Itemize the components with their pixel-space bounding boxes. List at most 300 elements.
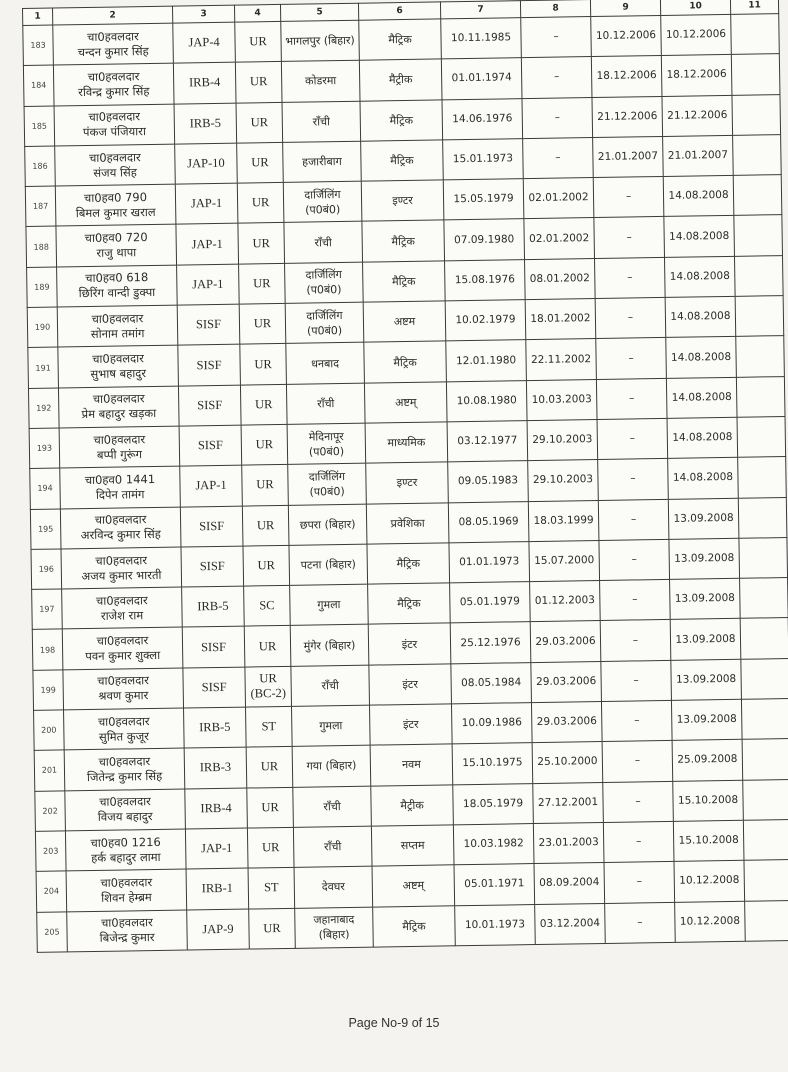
remarks-cell [731,14,780,55]
rank-label: चा0हव0 1216 [90,834,161,850]
birth-date-cell: 05.01.1971 [454,864,535,906]
birth-date-cell: 01.01.1974 [441,58,522,100]
education-cell: इण्टर [361,180,444,222]
birth-date-cell: 15.01.1973 [443,139,524,181]
person-name: बप्पी गुरूंग [96,446,143,462]
date-col8-cell: 29.10.2003 [527,419,598,460]
serial-number-cell: 189 [27,267,58,308]
serial-number-cell: 198 [32,629,63,670]
education-cell: मैट्रिक [361,140,444,182]
column-header-9: 9 [590,0,660,17]
date-col9-cell: – [593,177,664,218]
date-col10-cell: 14.08.2008 [667,417,738,458]
unit-cell: JAP-1 [176,224,239,265]
person-name: राजु थापा [96,245,137,260]
remarks-cell [740,618,788,659]
rank-label: चा0हवलदार [96,633,149,648]
date-col10-cell: 13.09.2008 [671,659,742,700]
remarks-cell [738,497,787,538]
person-name: सोनाम तमांग [90,325,145,341]
rank-label: चा0हवलदार [94,512,147,528]
serial-number-cell: 203 [35,831,66,872]
date-col8-cell: 22.11.2002 [526,339,597,380]
date-col9-cell: – [596,378,667,419]
date-col10-cell: 13.09.2008 [668,498,739,539]
name-cell [60,507,181,549]
date-col9-cell: – [601,700,672,741]
date-col10-cell: 13.09.2008 [669,538,740,579]
person-name: शिवन हेम्ब्रम [101,889,152,905]
home-district-cell: राँची [282,101,361,143]
date-col9-cell: – [594,217,665,258]
education-cell: नवम [370,744,453,786]
person-name: अरविन्द कुमार सिंह [80,527,161,543]
rank-label: चा0हवलदार [98,754,151,769]
date-col8-cell: 18.03.1999 [528,500,599,541]
column-header-1: 1 [23,8,53,25]
date-col9-cell: – [603,781,674,822]
serial-number-cell: 185 [24,106,55,147]
name-cell [63,668,184,710]
remarks-cell [733,134,782,175]
person-name: हर्क बहादुर लामा [91,849,161,865]
category-cell: UR [242,505,289,546]
name-cell [66,869,187,911]
date-col9-cell: – [598,459,669,500]
person-name: प्रेम बहादुर खड़का [81,406,157,422]
person-name: श्रवण कुमार [98,688,149,704]
personnel-table [22,0,788,953]
home-district-cell: दार्जिलिंग (प0बं0) [285,262,364,304]
rank-label: चा0हवलदार [95,592,148,608]
date-col9-cell: – [600,620,671,661]
date-col9-cell: – [601,660,672,701]
category-cell: UR [236,102,283,143]
date-col9-cell: – [600,580,671,621]
date-col10-cell: 14.08.2008 [665,296,736,337]
education-cell: मैट्रिक [373,905,456,947]
date-col9-cell: – [604,862,675,903]
remarks-cell [737,417,786,458]
remarks-cell [740,578,788,619]
rank-label: चा0हवलदार [91,310,144,326]
date-col8-cell: 08.09.2004 [534,863,605,904]
name-cell [55,144,176,186]
remarks-cell [741,658,788,699]
home-district-cell: राँची [286,383,365,425]
column-header-4: 4 [234,4,280,22]
date-col8-cell: 18.01.2002 [525,299,596,340]
person-name: अजय कुमार भारती [81,567,162,583]
name-cell [59,426,180,468]
home-district-cell: भागलपुर (बिहार) [281,20,360,62]
date-col8-cell: 27.12.2001 [533,782,604,823]
home-district-cell: छपरा (बिहार) [288,504,367,546]
birth-date-cell: 10.01.1973 [455,904,536,946]
document-sheet [22,0,788,998]
date-col8-cell: – [522,97,593,138]
category-cell: UR [235,21,282,62]
column-header-11: 11 [730,0,778,14]
category-cell: UR [241,424,288,465]
rank-label: चा0हव0 1441 [84,471,156,487]
home-district-cell: मेदिनापूर (प0बं0) [287,423,366,465]
category-cell: UR [239,303,286,344]
date-col8-cell: 02.01.2002 [524,218,595,259]
category-cell: UR [244,626,291,667]
rank-label: चा0हवलदार [97,673,150,689]
date-col8-cell: 10.03.2003 [526,379,597,420]
birth-date-cell: 10.11.1985 [441,18,522,60]
serial-number-cell: 186 [25,146,56,187]
date-col10-cell: 10.12.2008 [675,901,746,942]
date-col10-cell: 14.08.2008 [664,256,735,297]
date-col8-cell: – [523,137,594,178]
unit-cell: SISF [179,425,242,466]
unit-cell: IRB-5 [174,103,237,144]
birth-date-cell: 03.12.1977 [447,421,528,463]
education-cell: मैट्रिक [360,100,443,142]
unit-cell: IRB-1 [186,868,249,909]
column-header-5: 5 [280,3,358,21]
education-cell: माध्यमिक [365,422,448,464]
date-col10-cell: 10.12.2006 [661,14,732,55]
unit-cell: JAP-1 [180,465,243,506]
home-district-cell: राँची [291,665,370,707]
serial-number-cell: 195 [30,509,61,550]
date-col10-cell: 21.01.2007 [663,135,734,176]
serial-number-cell: 199 [33,670,64,711]
name-cell [67,910,188,952]
date-col10-cell: 14.08.2008 [666,377,737,418]
education-cell: मैट्रिक [367,543,450,585]
birth-date-cell: 14.06.1976 [442,98,523,140]
birth-date-cell: 10.03.1982 [453,824,534,866]
date-col9-cell: 21.01.2007 [593,136,664,177]
remarks-cell [743,779,788,820]
birth-date-cell: 15.10.1975 [452,743,533,785]
date-col9-cell: 18.12.2006 [591,56,662,97]
date-col8-cell: – [521,17,592,58]
rank-label: चा0हव0 720 [84,230,148,246]
serial-number-cell: 197 [32,589,63,630]
unit-cell: SISF [183,667,246,708]
date-col9-cell: – [605,902,676,943]
person-name: छिरिंग वान्दी डुक्पा [78,285,156,301]
date-col8-cell: 25.10.2000 [532,742,603,783]
remarks-cell [741,699,788,740]
serial-number-cell: 184 [23,65,54,106]
remarks-cell [744,860,788,901]
rank-label: चा0हवलदार [100,915,153,931]
home-district-cell: दार्जिलिंग (प0बं0) [283,181,362,223]
education-cell: इण्टर [366,462,449,504]
category-cell: SC [244,586,291,627]
serial-number-cell: 192 [28,388,59,429]
name-cell [61,547,182,589]
name-cell [65,829,186,871]
remarks-cell [736,336,785,377]
remarks-cell [734,255,783,296]
birth-date-cell: 08.05.1984 [451,662,532,704]
birth-date-cell: 01.01.1973 [449,541,530,583]
education-cell: अष्टम् [364,382,447,424]
education-cell: इंटर [368,623,451,665]
unit-cell: JAP-4 [173,22,236,63]
serial-number-cell: 191 [28,347,59,388]
name-cell [60,466,181,508]
category-cell: UR [240,384,287,425]
column-header-2: 2 [53,6,173,25]
person-name: पवन कुमार शुक्ला [85,648,161,664]
home-district-cell: दार्जिलिंग (प0बं0) [285,302,364,344]
unit-cell: SISF [181,546,244,587]
name-cell [58,386,179,428]
rank-label: चा0हवलदार [88,149,141,165]
date-col10-cell: 14.08.2008 [668,458,739,499]
category-cell: ST [246,706,293,747]
date-col10-cell: 15.10.2008 [673,820,744,861]
name-cell [55,184,176,226]
education-cell: मैट्रीक [371,784,454,826]
person-name: संजय सिंह [93,164,137,180]
date-col9-cell: – [602,741,673,782]
education-cell: अष्टम् [372,865,455,907]
remarks-cell [733,175,782,216]
category-cell: UR [239,263,286,304]
name-cell [57,305,178,347]
remarks-cell [731,54,780,95]
serial-number-cell: 183 [23,25,54,66]
column-header-3: 3 [172,5,234,23]
date-col9-cell: – [603,821,674,862]
column-header-10: 10 [660,0,730,15]
date-col8-cell: 29.03.2006 [530,621,601,662]
education-cell: अष्टम [363,301,446,343]
date-col8-cell: 29.10.2003 [528,460,599,501]
date-col9-cell: – [595,257,666,298]
name-cell [64,748,185,790]
date-col9-cell: – [598,499,669,540]
serial-number-cell: 187 [25,186,56,227]
birth-date-cell: 05.01.1979 [450,582,531,624]
person-name: बिमल कुमार खराल [75,204,156,221]
birth-date-cell: 15.08.1976 [445,259,526,301]
name-cell [56,225,177,267]
name-cell [57,265,178,307]
date-col8-cell: 08.01.2002 [525,258,596,299]
rank-label: चा0हवलदार [100,874,153,890]
birth-date-cell: 12.01.1980 [446,340,527,382]
person-name: दिपेन तामंग [95,487,145,502]
person-name: चन्दन कुमार सिंह [77,43,149,59]
remarks-cell [736,376,785,417]
birth-date-cell: 10.08.1980 [446,380,527,422]
person-name: पंकज पंजियारा [82,124,147,140]
rank-label: चा0हवलदार [99,794,151,810]
remarks-cell [738,457,787,498]
date-col8-cell: 15.07.2000 [529,540,600,581]
category-cell: UR [243,545,290,586]
date-col10-cell: 15.10.2008 [673,780,744,821]
home-district-cell: राँची [284,222,363,264]
birth-date-cell: 10.09.1986 [451,703,532,745]
home-district-cell: जहानाबाद (बिहार) [295,907,374,949]
remarks-cell [739,537,788,578]
education-cell: प्रवेशिका [366,502,449,544]
date-col10-cell: 21.12.2006 [662,95,733,136]
birth-date-cell: 18.05.1979 [453,783,534,825]
date-col8-cell: 02.01.2002 [523,178,594,219]
person-name: सुभाष बहादुर [90,366,147,381]
date-col9-cell: – [597,418,668,459]
home-district-cell: गुमला [292,705,371,747]
rank-label: चा0हवलदार [93,431,146,447]
category-cell: UR [235,62,282,103]
home-district-cell: राँची [293,826,372,868]
category-cell: UR [237,183,284,224]
column-header-7: 7 [440,1,520,19]
name-cell [62,587,183,629]
date-col10-cell: 14.08.2008 [663,176,734,217]
unit-cell: JAP-1 [175,183,238,224]
category-cell: UR [240,344,287,385]
unit-cell: IRB-5 [182,586,245,627]
education-cell: मैट्रिक [359,19,442,61]
column-header-6: 6 [358,2,440,20]
category-cell: UR [237,142,284,183]
unit-cell: IRB-5 [184,707,247,748]
unit-cell: SISF [178,385,241,426]
category-cell: UR [246,747,293,788]
table-body [23,14,788,953]
birth-date-cell: 10.02.1979 [445,300,526,342]
date-col8-cell: 29.03.2006 [531,702,602,743]
person-name: जितेन्द्र कुमार सिंह [86,768,163,785]
date-col9-cell: – [595,298,666,339]
date-col8-cell: – [521,57,592,98]
serial-number-cell: 196 [31,549,62,590]
date-col9-cell: 10.12.2006 [591,15,662,56]
unit-cell: JAP-1 [185,828,248,869]
education-cell: मैट्रिक [364,341,447,383]
unit-cell: JAP-10 [175,143,238,184]
date-col10-cell: 18.12.2006 [661,55,732,96]
serial-number-cell: 201 [34,750,65,791]
rank-label: चा0हव0 618 [85,270,149,286]
date-col10-cell: 25.09.2008 [672,740,743,781]
date-col10-cell: 13.09.2008 [670,619,741,660]
rank-label: चा0हवलदार [95,552,148,568]
unit-cell: JAP-9 [187,909,250,950]
birth-date-cell: 07.09.1980 [444,219,525,261]
home-district-cell: पटना (बिहार) [289,544,368,586]
category-cell: UR (BC-2) [245,666,292,707]
category-cell: ST [248,868,295,909]
home-district-cell: मुंगेर (बिहार) [290,625,369,667]
rank-label: चा0हवलदार [87,28,139,44]
name-cell [62,628,183,670]
serial-number-cell: 194 [30,468,61,509]
remarks-cell [732,94,781,135]
home-district-cell: धनबाद [286,343,365,385]
unit-cell: IRB-3 [184,747,247,788]
date-col10-cell: 10.12.2008 [674,860,745,901]
unit-cell: IRB-4 [173,62,236,103]
education-cell: इंटर [369,704,452,746]
education-cell: मैट्रिक [368,583,451,625]
serial-number-cell: 193 [29,428,60,469]
category-cell: UR [247,787,294,828]
home-district-cell: दार्जिलिंग (प0बं0) [288,463,367,505]
name-cell [54,104,175,146]
home-district-cell: कोडरमा [281,61,360,103]
serial-number-cell: 188 [26,226,57,267]
name-cell [64,708,185,750]
date-col10-cell: 14.08.2008 [666,337,737,378]
education-cell: इंटर [369,664,452,706]
person-name: बिजेन्द्र कुमार [99,930,155,946]
home-district-cell: हजारीबाग [283,141,362,183]
remarks-cell [743,819,788,860]
remarks-cell [742,739,788,780]
rank-label: चा0हवलदार [92,391,145,407]
rank-label: चा0हवलदार [87,69,140,84]
education-cell: मैट्रिक [362,220,445,262]
unit-cell: SISF [182,627,245,668]
home-district-cell: गया (बिहार) [292,745,371,787]
unit-cell: IRB-4 [185,788,248,829]
rank-label: चा0हवलदार [97,713,150,729]
person-name: रविन्द्र कुमार सिंह [78,83,150,100]
remarks-cell [745,900,788,941]
serial-number-cell: 200 [34,710,65,751]
person-name: राजेश राम [100,607,144,623]
date-col9-cell: – [596,338,667,379]
date-col10-cell: 14.08.2008 [664,216,735,257]
name-cell [65,789,186,831]
unit-cell: SISF [178,344,241,385]
birth-date-cell: 15.05.1979 [443,179,524,221]
unit-cell: SISF [180,506,243,547]
rank-label: चा0हवलदार [92,351,144,366]
category-cell: UR [249,908,296,949]
category-cell: UR [242,465,289,506]
name-cell [58,345,179,387]
date-col10-cell: 13.09.2008 [670,578,741,619]
category-cell: UR [238,223,285,264]
birth-date-cell: 09.05.1983 [448,461,529,503]
category-cell: UR [247,827,294,868]
home-district-cell: राँची [293,786,372,828]
education-cell: सप्तम [371,825,454,867]
date-col9-cell: – [599,539,670,580]
serial-number-cell: 205 [37,911,68,952]
rank-label: चा0हवलदार [88,109,141,125]
person-name: विजय बहादुर [97,809,153,825]
page-number: Page No-9 of 15 [348,1016,440,1030]
date-col8-cell: 03.12.2004 [535,903,606,944]
serial-number-cell: 190 [27,307,58,348]
unit-cell: SISF [177,304,240,345]
education-cell: मैट्रिक [363,261,446,303]
education-cell: मैट्रीक [359,59,442,101]
date-col10-cell: 13.09.2008 [671,699,742,740]
remarks-cell [734,215,783,256]
rank-label: चा0हव0 790 [83,189,148,205]
date-col8-cell: 29.03.2006 [531,661,602,702]
birth-date-cell: 25.12.1976 [450,622,531,664]
